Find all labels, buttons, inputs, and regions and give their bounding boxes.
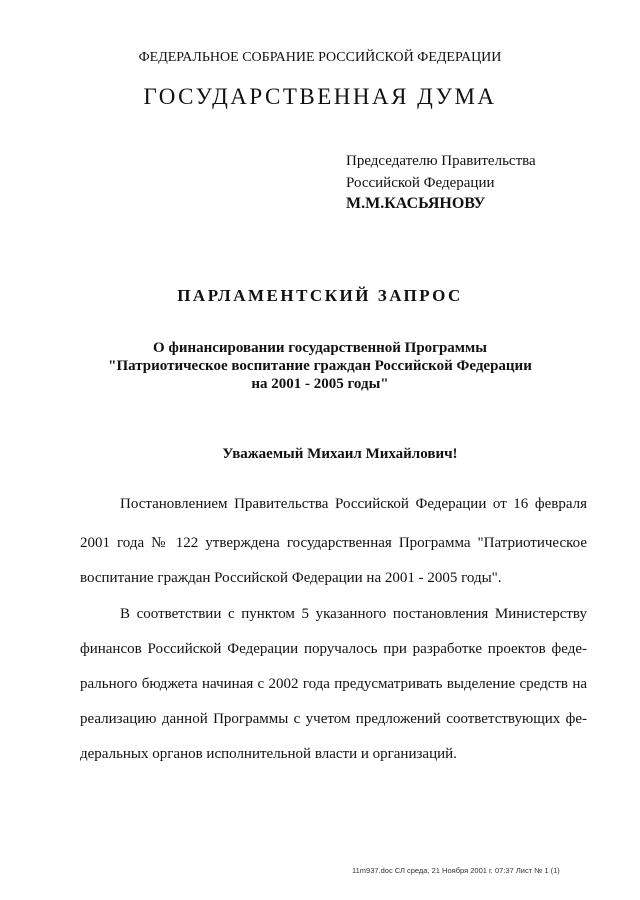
paragraph-2-line-4: реализацию данной Программы с учетом предложений соответствующих фе- xyxy=(80,711,587,727)
document-footer: 11m937.doc СЛ среда, 21 Ноября 2001 г. 07:37 Лист № 1 (1) xyxy=(352,866,560,875)
federal-assembly-header: ФЕДЕРАЛЬНОЕ СОБРАНИЕ РОССИЙСКОЙ ФЕДЕРАЦИИ xyxy=(138,50,502,65)
paragraph-2-line-1: В соответствии с пунктом 5 указанного постановления Министерству xyxy=(120,606,587,622)
addressee-line-1: Председателю Правительства xyxy=(346,153,536,169)
subject-line-3: на 2001 - 2005 годы" xyxy=(251,376,389,392)
document-title: ПАРЛАМЕНТСКИЙ ЗАПРОС xyxy=(177,286,463,305)
paragraph-1-line-2: 2001 года № 122 утверждена государственная Программа "Патриотическое xyxy=(80,535,587,551)
subject-line-2: "Патриотическое воспитание граждан Российской Федерации xyxy=(108,358,532,374)
paragraph-1-line-1: Постановлением Правительства Российской Федерации от 16 февраля xyxy=(120,496,587,512)
paragraph-2-line-3: рального бюджета начиная с 2002 года предусматривать выделение средств на xyxy=(80,676,587,692)
state-duma-header: ГОСУДАРСТВЕННАЯ ДУМА xyxy=(143,84,497,109)
paragraph-2-line-5: деральных органов исполнительной власти и организаций. xyxy=(80,746,457,762)
paragraph-1-line-3: воспитание граждан Российской Федерации на 2001 - 2005 годы". xyxy=(80,570,502,586)
subject-line-1: О финансировании государственной Программы xyxy=(153,340,487,356)
addressee-name: М.М.КАСЬЯНОВУ xyxy=(346,195,486,212)
addressee-line-2: Российской Федерации xyxy=(346,175,495,191)
addressee-block xyxy=(346,150,536,194)
subject-block xyxy=(0,339,640,393)
greeting: Уважаемый Михаил Михайлович! xyxy=(222,446,458,462)
paragraph-2-line-2: финансов Российской Федерации поручалось при разработке проектов феде- xyxy=(80,641,587,657)
